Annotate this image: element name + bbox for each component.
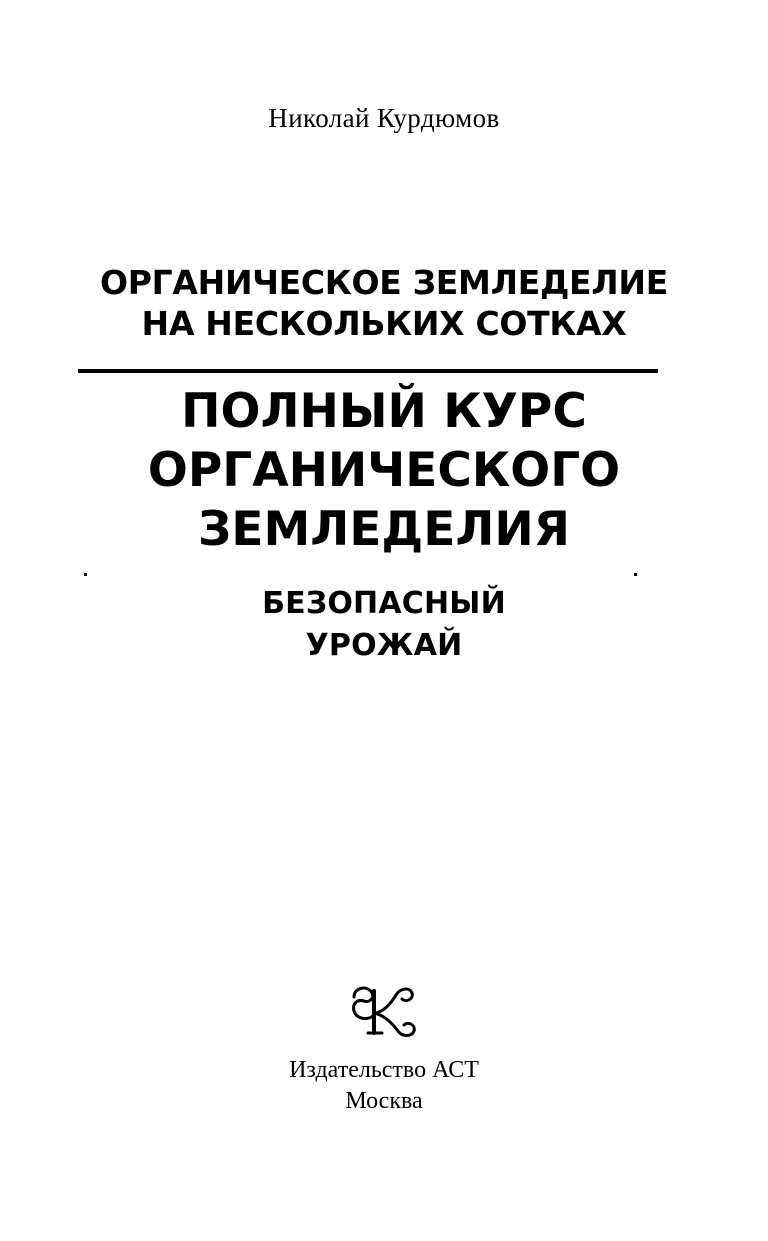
- publisher-city: Москва: [345, 1088, 423, 1114]
- publisher-logo-icon: [324, 975, 444, 1047]
- series-title: [0, 262, 768, 344]
- decorative-dot-left: [84, 573, 87, 576]
- publisher-name: Издательство АСТ: [289, 1057, 479, 1083]
- imprint-block: [0, 975, 768, 1117]
- book-title: [0, 382, 768, 559]
- book-subtitle-line-2: УРОЖАЙ: [305, 628, 463, 663]
- book-subtitle-line-1: БЕЗОПАСНЫЙ: [262, 586, 506, 621]
- horizontal-divider: [78, 369, 658, 373]
- series-title-line-1: ОРГАНИЧЕСКОЕ ЗЕМЛЕДЕЛИЕ: [100, 263, 668, 302]
- book-title-line-2: ОРГАНИЧЕСКОГО: [147, 443, 621, 498]
- book-title-line-3: ЗЕМЛЕДЕЛИЯ: [198, 502, 570, 557]
- decorative-dot-right: [634, 573, 637, 576]
- book-title-line-1: ПОЛНЫЙ КУРС: [181, 384, 587, 439]
- book-subtitle: [0, 583, 768, 667]
- author-name: Николай Курдюмов: [268, 103, 500, 133]
- series-title-line-2: НА НЕСКОЛЬКИХ СОТКАХ: [141, 304, 627, 343]
